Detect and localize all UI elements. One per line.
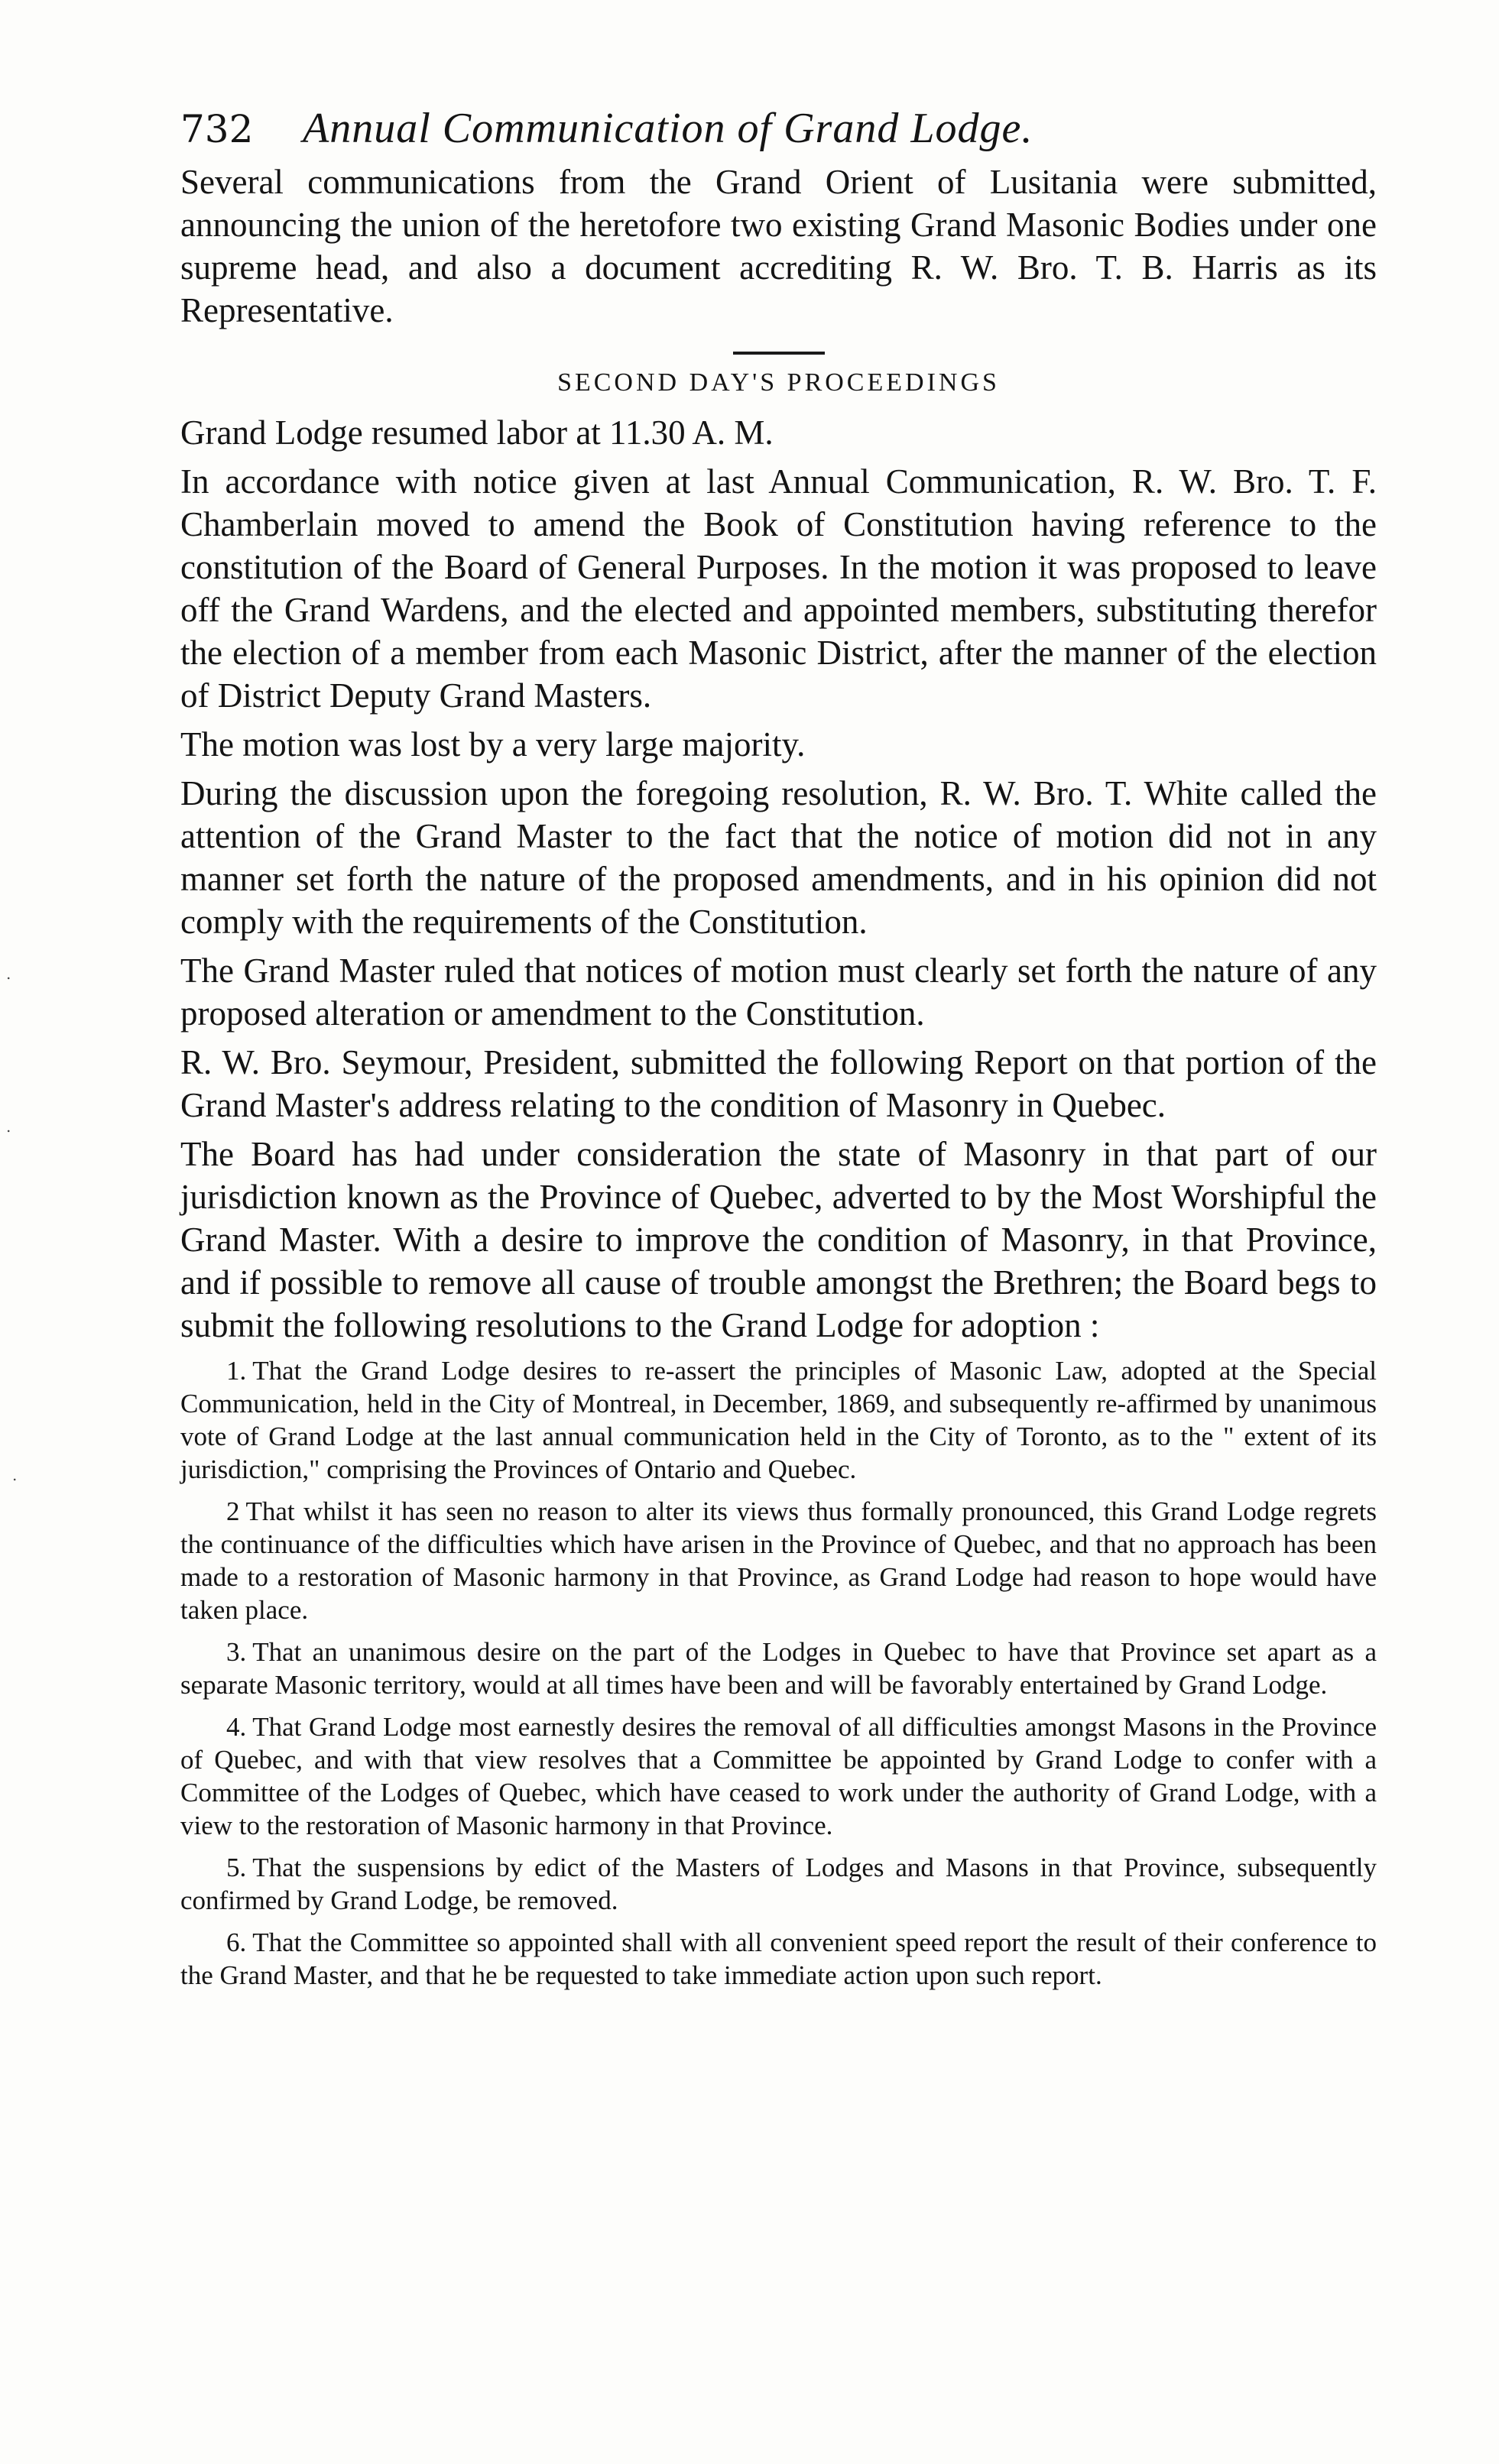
resolution-number: 6. <box>226 1927 247 1957</box>
resolution-number: 5. <box>226 1853 247 1882</box>
resolution-number: 2 <box>226 1496 240 1526</box>
page-header <box>180 104 1377 160</box>
section-divider <box>733 352 825 355</box>
resolution-text: That the Committee so appointed shall with all convenient speed report the result of their conference to the Grand Master, and that he be requested to take immediate action upon such report. <box>180 1927 1377 1990</box>
resolution-text: That the suspensions by edict of the Masters of Lodges and Masons in that Province, subsequently confirmed by Grand Lodge, be removed. <box>180 1853 1377 1915</box>
resolution-number: 4. <box>226 1712 247 1742</box>
paragraph-report: R. W. Bro. Seymour, President, submitted the following Report on that portion of the Grand Master's address relating to the condition of Masonry in Quebec. <box>180 1043 1377 1124</box>
margin-speck: . <box>6 965 11 983</box>
paragraph-motion-lost: The motion was lost by a very large majority. <box>180 725 806 764</box>
resolution-number: 1. <box>226 1356 247 1386</box>
margin-speck: . <box>12 1466 18 1484</box>
paragraph-ruling: The Grand Master ruled that notices of motion must clearly set forth the nature of any proposed alteration or amendment to the Constitution. <box>180 952 1377 1033</box>
resolution-item <box>180 1926 1377 1992</box>
resolutions-list <box>180 1354 1377 1992</box>
resolution-item <box>180 1636 1377 1701</box>
text-column <box>180 104 1377 2001</box>
resolution-text: That the Grand Lodge desires to re-assert the principles of Masonic Law, adopted at the Special Communication, held in the City of Montreal, in December, 1869, and subsequently re-affirmed by unanimous vote of Grand Lodge at the last annual communication held in the City of Toronto, as to the " extent of its jurisdiction," comprising the Provinces of Ontario and Quebec. <box>180 1356 1377 1484</box>
resolution-item <box>180 1851 1377 1917</box>
resolution-item <box>180 1354 1377 1486</box>
resolution-text: That an unanimous desire on the part of the Lodges in Quebec to have that Province set apart as a separate Masonic territory, would at all times have been and will be favorably entertained by Grand Lodge. <box>180 1637 1377 1700</box>
paragraph-discussion: During the discussion upon the foregoing resolution, R. W. Bro. T. White called the attention of the Grand Master to the fact that the notice of motion did not in any manner set forth the nature of the proposed amendments, and in his opinion did not comply with the requirements of the Constitution. <box>180 774 1377 941</box>
resolution-item <box>180 1495 1377 1626</box>
running-title: Annual Communication of Grand Lodge. <box>303 105 1033 152</box>
section-heading: SECOND DAY'S PROCEEDINGS <box>557 368 1000 397</box>
resolution-number: 3. <box>226 1637 247 1667</box>
margin-speck: . <box>6 1117 11 1136</box>
paragraph-motion: In accordance with notice given at last Annual Communication, R. W. Bro. T. F. Chamberlain moved to amend the Book of Constitution having reference to the constitution of the Board of General Purposes. In the motion it was proposed to leave off the Grand Wardens, and the elected and appointed members, substituting therefor the election of a member from each Masonic District, after the manner of the election of District Deputy Grand Masters. <box>180 462 1377 715</box>
page-number: 732 <box>180 107 254 151</box>
paragraph-resumed: Grand Lodge resumed labor at 11.30 A. M. <box>180 413 774 452</box>
paragraph-board: The Board has had under consideration the state of Masonry in that part of our jurisdiction known as the Province of Quebec, adverted to by the Most Worshipful the Grand Master. With a desire to improve the condition of Masonry, in that Province, and if possible to remove all cause of trouble amongst the Brethren; the Board begs to submit the following resolutions to the Grand Lodge for adoption : <box>180 1135 1377 1344</box>
resolution-text: That whilst it has seen no reason to alter its views thus formally pronounced, this Grand Lodge regrets the continuance of the difficulties which have arisen in the Province of Quebec, and that no approach has been made to a restoration of Masonic harmony in that Province, as Grand Lodge had reason to hope would have taken place. <box>180 1496 1377 1625</box>
resolution-text: That Grand Lodge most earnestly desires the removal of all difficulties amongst Masons in the Province of Quebec, and with that view resolves that a Committee be appointed by Grand Lodge to confer with a Committee of the Lodges of Quebec, which have ceased to work under the authority of Grand Lodge, with a view to the restoration of Masonic harmony in that Province. <box>180 1712 1377 1840</box>
resolution-item <box>180 1710 1377 1842</box>
paragraph-lusitania: Several communications from the Grand Orient of Lusitania were submitted, announcing the union of the heretofore two existing Grand Masonic Bodies under one supreme head, and also a document accrediting R. W. Bro. T. B. Harris as its Representative. <box>180 163 1377 329</box>
